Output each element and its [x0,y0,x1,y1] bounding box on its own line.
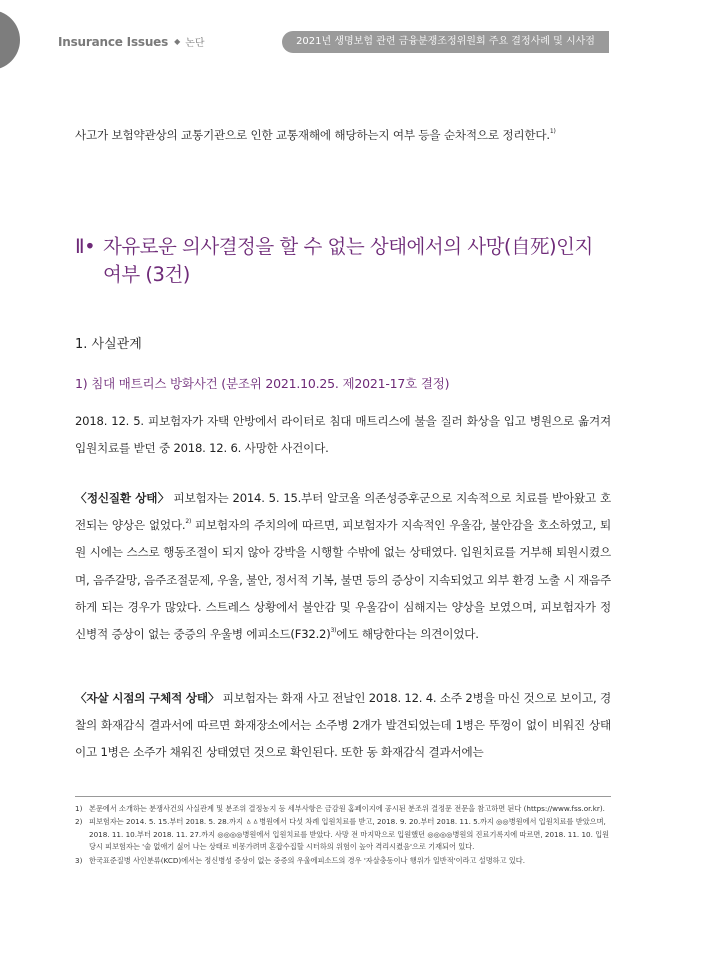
footnote-text: 한국표준질병 사인분류(KCD)에서는 정신병성 증상이 없는 중증의 우울에피소드의 경우 '자살충동이나 행위가 일반적'이라고 설명하고 있다. [89,855,526,865]
paragraph-2 [75,485,611,648]
footnotes [75,803,611,868]
paragraph-1: 2018. 12. 5. 피보험자가 자택 안방에서 라이터로 침대 매트리스에 불을 질러 화상을 입고 병원으로 옮겨져 입원치료를 받던 중 2018. 12. 6. 사망한 사건이다. [75,414,611,456]
footnote-divider [75,796,611,797]
paragraph-label: 〈정신질환 상태〉 [75,491,170,505]
section-heading [75,233,620,289]
section-label: 논단 [185,38,205,49]
footnote [75,855,611,867]
subheading: 1. 사실관계 [75,337,142,352]
intro-text: 사고가 보험약관상의 교통기관으로 인한 교통재해에 해당하는지 여부 등을 순차적으로 정리한다. [75,128,550,142]
paragraph-text: 피보험자의 주치의에 따르면, 피보험자가 지속적인 우울감, 불안감을 호소하였고, 퇴원 시에는 스스로 행동조절이 되지 않아 강박을 시행할 수밖에 없는 상태였다. 입원치료를 거부해 퇴원시켰으며, 음주갈망, 음주조절문제, 우울, 불안, 정서적 기복, 불면 등의 증상이 지속되었고 외부 환경 노출 시 재음주하게 되는 경우가 많았다. 스트레스 상황에서 불안감 및 우울감이 심해지는 양상을 보였으며, 피보험자가 정신병적 증상이 없는 중증의 우울병 에피소드(F32.2) [75,518,612,642]
paragraph-text: 피보험자는 2014. 5. 15.부터 알코올 의존성증후군으로 지속적으로 치료를 받아왔고 호전되는 양상은 없었다. [75,491,611,533]
intro-paragraph [75,122,611,149]
paragraph-text: 에도 해당한다는 의견이었다. [336,627,479,642]
paragraph-label: 〈자살 시점의 구체적 상태〉 [75,691,220,705]
running-header-left [58,34,205,49]
footnote-ref[interactable]: 1) [549,128,556,135]
footnote-mark: 3) [75,855,83,865]
paragraph-text: 피보험자는 화재 사고 전날인 2018. 12. 4. 소주 2병을 마신 것으로 보이고, 경찰의 화재감식 결과서에 따르면 화재장소에서는 소주병 2개가 발견되었는데 1병은 뚜껑이 없이 비워진 상태이고 1병은 소주가 채워진 상태였던 것으로 확인된다. 또한 동 화재감식 결과서에는 [75,691,611,760]
page-side-tab [0,10,20,70]
footnote-text: 본문에서 소개하는 분쟁사건의 사실관계 및 분조위 결정농지 등 세부사항은 금감원 홈페이지에 공시된 분조위 결정문 전문을 참고하면 된다 (https://www.fss.or.kr). [89,804,605,813]
article-title-banner: 2021년 생명보험 관련 금융분쟁조정위원회 주요 결정사례 및 시사점 [282,31,609,53]
footnote-mark: 2) [75,817,83,827]
journal-brand: Insurance Issues [58,34,169,49]
section-title-line1: 자유로운 의사결정을 할 수 없는 상태에서의 사망(自死)인지 [103,235,593,258]
section-number: Ⅱ• [75,235,96,258]
footnote [75,816,611,853]
footnote-text: 피보험자는 2014. 5. 15.부터 2018. 5. 28.까지 ㅿㅿ병원에서 다섯 차례 입원치료를 받고, 2018. 9. 20.부터 2018. 11. 5.까지 ◎◎병원에서 입원치료를 받았으며, 2018. 11. 10.부터 2018. 11. 27.까지 ◎◎◎◎병원에서 입원치료를 받았다. 사망 전 마지막으로 입원했던 ◎◎◎◎병원의 진료기록지에 따르면, 2018. 11. 10. 입원당시 피보험자는 '술 없애기 싫어 나는 상태로 비몽가려며 혼잡수집할 시터하의 위험이 높아 격리시켰음'으로 기재되어 있다. [89,817,610,852]
footnote-mark: 1) [75,804,83,813]
diamond-icon: ◆ [174,37,181,46]
footnote-ref[interactable]: 3) [330,627,337,635]
case-title: 1) 침대 매트리스 방화사건 (분조위 2021.10.25. 제2021-17호 결정) [75,376,450,391]
section-title-line2: 여부 (3건) [103,263,190,286]
footnote-ref[interactable]: 2) [185,518,192,526]
paragraph-3 [75,685,611,767]
footnote [75,803,611,815]
